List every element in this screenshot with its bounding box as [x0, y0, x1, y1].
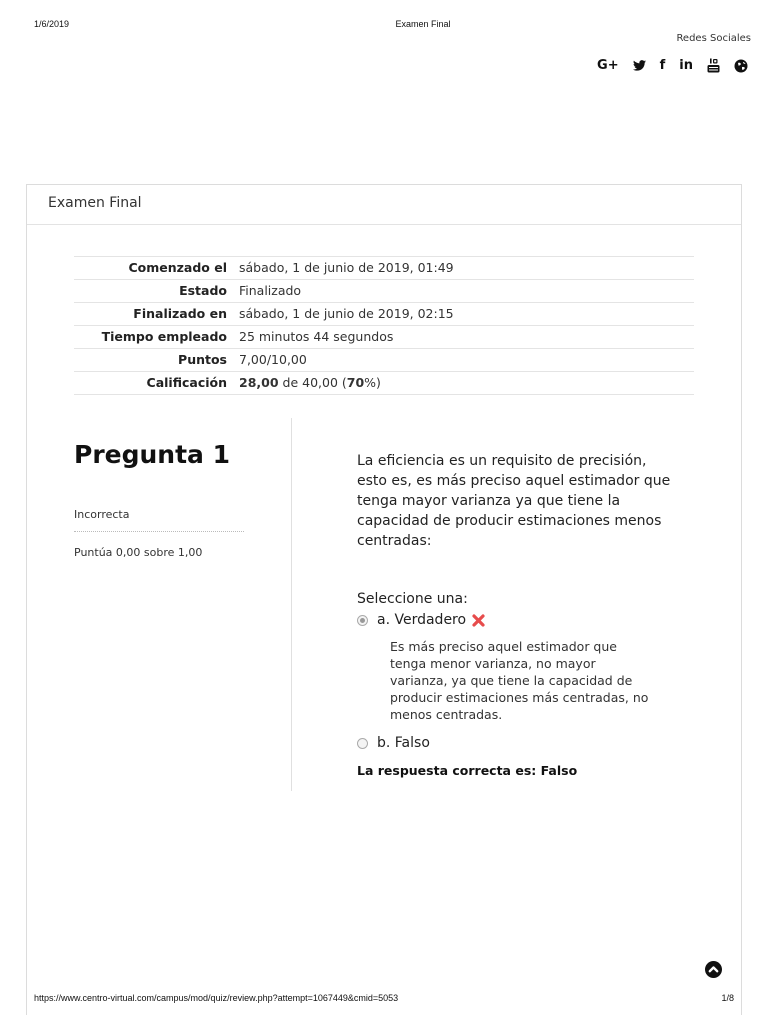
summary-row-grade: [74, 372, 694, 395]
summary-value: 25 minutos 44 segundos: [233, 326, 694, 349]
print-url: https://www.centro-virtual.com/campus/mod/quiz/review.php?attempt=1067449&cmid=5053: [34, 993, 399, 1003]
answer-option-a[interactable]: [357, 612, 677, 628]
summary-row-state: [74, 280, 694, 303]
card-title: Examen Final: [48, 195, 142, 211]
question-state: Incorrecta: [74, 508, 244, 532]
question-number: Pregunta 1: [74, 440, 231, 469]
youtube-icon[interactable]: [707, 58, 720, 73]
summary-label: Estado: [74, 280, 233, 303]
globe-icon[interactable]: [734, 59, 748, 73]
twitter-icon[interactable]: [633, 60, 646, 71]
answer-prompt: Seleccione una:: [357, 591, 468, 607]
card-header: [27, 185, 741, 225]
social-icons: [597, 58, 748, 73]
summary-row-started: [74, 257, 694, 280]
radio-button-b[interactable]: [357, 738, 368, 749]
answer-feedback: Es más preciso aquel estimador que tenga menor varianza, no mayor varianza, ya que tiene la capacidad de producir estimaciones más centradas, no menos centradas.: [390, 639, 649, 722]
summary-value: Finalizado: [233, 280, 694, 303]
scroll-to-top-icon[interactable]: [705, 961, 722, 978]
grade-percent: 70: [346, 375, 365, 390]
summary-value: sábado, 1 de junio de 2019, 01:49: [233, 257, 694, 280]
attempt-summary-table: [74, 256, 694, 395]
print-page-number: 1/8: [721, 993, 734, 1003]
google-plus-icon[interactable]: G+: [597, 58, 619, 73]
question-divider: [291, 418, 292, 791]
grade-out-of: de 40,00 (: [278, 375, 347, 390]
linkedin-icon[interactable]: in: [679, 58, 693, 73]
summary-row-time-taken: [74, 326, 694, 349]
summary-value: 7,00/10,00: [233, 349, 694, 372]
summary-label: Comenzado el: [74, 257, 233, 280]
correct-answer-text: La respuesta correcta es: Falso: [357, 763, 578, 778]
summary-row-completed: [74, 303, 694, 326]
quiz-review-card: [26, 184, 742, 1015]
social-title: Redes Sociales: [676, 33, 751, 44]
question-content: [357, 451, 677, 778]
summary-value: sábado, 1 de junio de 2019, 02:15: [233, 303, 694, 326]
answer-option-b[interactable]: [357, 735, 677, 751]
question-info: [74, 440, 244, 559]
summary-label: Finalizado en: [74, 303, 233, 326]
question-text: La eficiencia es un requisito de precisión, esto es, es más preciso aquel estimador que tenga mayor varianza ya que tiene la capacidad de producir estimaciones menos centradas:: [357, 453, 671, 549]
incorrect-icon: [472, 614, 485, 627]
print-date: 1/6/2019: [34, 19, 70, 29]
summary-label: Puntos: [74, 349, 233, 372]
summary-value: [233, 372, 694, 395]
grade-value: 28,00: [239, 375, 279, 390]
radio-button-a[interactable]: [357, 615, 368, 626]
question-grade: Puntúa 0,00 sobre 1,00: [74, 546, 203, 559]
answer-label-a: a. Verdadero: [377, 612, 467, 628]
summary-label: Tiempo empleado: [74, 326, 233, 349]
print-title: Examen Final: [395, 19, 451, 29]
summary-row-marks: [74, 349, 694, 372]
grade-percent-suffix: %): [364, 375, 381, 390]
facebook-icon[interactable]: f: [659, 58, 666, 73]
answer-label-b: b. Falso: [377, 735, 430, 751]
summary-label: Calificación: [74, 372, 233, 395]
